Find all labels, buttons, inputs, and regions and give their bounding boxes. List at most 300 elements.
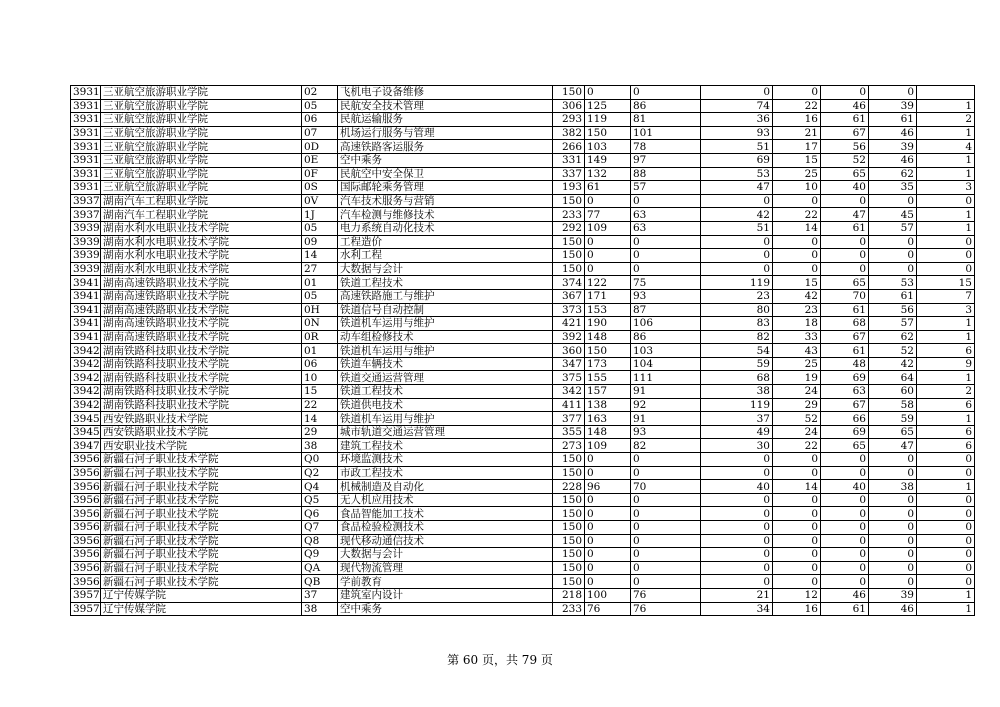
cell-major-code: 06 — [302, 113, 338, 127]
cell-school-name: 湖南铁路科技职业技术学院 — [101, 398, 302, 412]
cell-value-4: 59 — [701, 357, 773, 371]
table-row — [71, 575, 975, 589]
cell-value-5: 43 — [773, 344, 821, 358]
cell-value-2: 0 — [585, 86, 631, 100]
cell-value-2: 138 — [585, 398, 631, 412]
cell-value-8: 0 — [917, 534, 975, 548]
cell-value-2: 190 — [585, 317, 631, 331]
cell-school-code: 3956 — [71, 480, 101, 494]
cell-value-5: 24 — [773, 425, 821, 439]
cell-school-name: 湖南水利水电职业技术学院 — [101, 235, 302, 249]
table-row — [71, 439, 975, 453]
cell-major-name: 铁道车辆技术 — [338, 357, 553, 371]
table-row — [71, 548, 975, 562]
table-row — [71, 398, 975, 412]
cell-value-2: 0 — [585, 235, 631, 249]
cell-value-5: 0 — [773, 548, 821, 562]
cell-value-8: 0 — [917, 249, 975, 263]
table-row — [71, 208, 975, 222]
cell-value-2: 157 — [585, 385, 631, 399]
cell-value-5: 0 — [773, 561, 821, 575]
cell-value-8: 0 — [917, 194, 975, 208]
cell-value-2: 122 — [585, 276, 631, 290]
cell-value-2: 61 — [585, 181, 631, 195]
cell-major-code: 14 — [302, 249, 338, 263]
table-row — [71, 371, 975, 385]
cell-value-5: 0 — [773, 86, 821, 100]
cell-value-7: 0 — [869, 561, 917, 575]
cell-value-5: 0 — [773, 194, 821, 208]
table-row — [71, 262, 975, 276]
cell-value-8: 0 — [917, 521, 975, 535]
cell-value-3: 82 — [631, 439, 701, 453]
table-row — [71, 412, 975, 426]
table-row — [71, 344, 975, 358]
cell-value-6: 0 — [821, 548, 869, 562]
cell-value-1: 421 — [553, 317, 585, 331]
cell-school-code: 3941 — [71, 276, 101, 290]
cell-value-1: 233 — [553, 602, 585, 616]
cell-value-7: 57 — [869, 317, 917, 331]
cell-value-2: 149 — [585, 153, 631, 167]
table-row — [71, 588, 975, 602]
cell-value-3: 0 — [631, 262, 701, 276]
cell-major-name: 汽车检测与维修技术 — [338, 208, 553, 222]
cell-value-5: 0 — [773, 262, 821, 276]
cell-value-8: 6 — [917, 439, 975, 453]
cell-value-8: 7 — [917, 289, 975, 303]
cell-value-3: 63 — [631, 208, 701, 222]
table-row — [71, 86, 975, 100]
cell-major-code: 29 — [302, 425, 338, 439]
cell-school-name: 湖南铁路科技职业技术学院 — [101, 385, 302, 399]
table-body — [71, 86, 975, 616]
cell-school-name: 湖南高速铁路职业技术学院 — [101, 303, 302, 317]
cell-value-1: 228 — [553, 480, 585, 494]
cell-value-8: 1 — [917, 588, 975, 602]
cell-value-2: 103 — [585, 140, 631, 154]
cell-value-1: 355 — [553, 425, 585, 439]
cell-value-1: 367 — [553, 289, 585, 303]
cell-school-code: 3939 — [71, 249, 101, 263]
cell-value-8: 0 — [917, 262, 975, 276]
cell-value-1: 150 — [553, 235, 585, 249]
cell-value-7: 0 — [869, 262, 917, 276]
cell-value-2: 0 — [585, 194, 631, 208]
cell-value-1: 193 — [553, 181, 585, 195]
cell-school-name: 三亚航空旅游职业学院 — [101, 99, 302, 113]
cell-value-5: 52 — [773, 412, 821, 426]
cell-major-code: Q8 — [302, 534, 338, 548]
cell-school-code: 3939 — [71, 262, 101, 276]
cell-value-2: 77 — [585, 208, 631, 222]
cell-value-4: 83 — [701, 317, 773, 331]
cell-major-code: 0F — [302, 167, 338, 181]
cell-value-5: 0 — [773, 534, 821, 548]
cell-value-8: 0 — [917, 548, 975, 562]
table-row — [71, 480, 975, 494]
cell-major-name: 水利工程 — [338, 249, 553, 263]
cell-value-4: 119 — [701, 276, 773, 290]
cell-value-2: 0 — [585, 466, 631, 480]
cell-major-code: 05 — [302, 221, 338, 235]
cell-major-name: 工程造价 — [338, 235, 553, 249]
cell-major-name: 铁道供电技术 — [338, 398, 553, 412]
cell-value-5: 0 — [773, 575, 821, 589]
cell-school-name: 西安职业技术学院 — [101, 439, 302, 453]
cell-value-6: 69 — [821, 425, 869, 439]
cell-major-name: 民航空中安全保卫 — [338, 167, 553, 181]
cell-school-name: 三亚航空旅游职业学院 — [101, 153, 302, 167]
cell-major-code: 27 — [302, 262, 338, 276]
cell-value-8: 1 — [917, 208, 975, 222]
cell-school-name: 西安铁路职业技术学院 — [101, 425, 302, 439]
cell-value-4: 37 — [701, 412, 773, 426]
cell-value-7: 39 — [869, 140, 917, 154]
cell-value-5: 18 — [773, 317, 821, 331]
cell-school-name: 湖南铁路科技职业技术学院 — [101, 344, 302, 358]
table-row — [71, 466, 975, 480]
cell-school-code: 3942 — [71, 371, 101, 385]
cell-value-1: 331 — [553, 153, 585, 167]
cell-major-code: Q7 — [302, 521, 338, 535]
cell-value-1: 342 — [553, 385, 585, 399]
cell-school-code: 3956 — [71, 493, 101, 507]
cell-value-5: 24 — [773, 385, 821, 399]
cell-value-8: 1 — [917, 317, 975, 331]
table-row — [71, 357, 975, 371]
table-row — [71, 493, 975, 507]
cell-major-name: 机场运行服务与管理 — [338, 126, 553, 140]
cell-value-5: 16 — [773, 602, 821, 616]
cell-value-3: 0 — [631, 194, 701, 208]
cell-value-4: 0 — [701, 548, 773, 562]
cell-value-4: 68 — [701, 371, 773, 385]
table-row — [71, 303, 975, 317]
cell-major-code: 01 — [302, 276, 338, 290]
cell-major-name: 市政工程技术 — [338, 466, 553, 480]
cell-value-2: 155 — [585, 371, 631, 385]
cell-value-6: 47 — [821, 208, 869, 222]
cell-major-code: 0H — [302, 303, 338, 317]
cell-major-code: 05 — [302, 289, 338, 303]
cell-value-4: 0 — [701, 194, 773, 208]
cell-school-name: 湖南铁路科技职业技术学院 — [101, 357, 302, 371]
cell-value-1: 150 — [553, 86, 585, 100]
cell-major-name: 机械制造及自动化 — [338, 480, 553, 494]
cell-major-code: Q9 — [302, 548, 338, 562]
cell-value-8: 6 — [917, 344, 975, 358]
cell-value-4: 38 — [701, 385, 773, 399]
cell-major-name: 国际邮轮乘务管理 — [338, 181, 553, 195]
cell-value-7: 60 — [869, 385, 917, 399]
cell-major-code: 01 — [302, 344, 338, 358]
cell-major-name: 学前教育 — [338, 575, 553, 589]
cell-value-5: 0 — [773, 249, 821, 263]
cell-school-code: 3956 — [71, 548, 101, 562]
cell-value-7: 46 — [869, 602, 917, 616]
table-row — [71, 534, 975, 548]
cell-school-code: 3956 — [71, 507, 101, 521]
cell-value-6: 40 — [821, 480, 869, 494]
cell-value-2: 125 — [585, 99, 631, 113]
cell-value-3: 103 — [631, 344, 701, 358]
cell-major-name: 铁道机车运用与维护 — [338, 317, 553, 331]
cell-value-4: 0 — [701, 249, 773, 263]
cell-value-3: 86 — [631, 330, 701, 344]
cell-value-4: 0 — [701, 507, 773, 521]
cell-school-code: 3956 — [71, 534, 101, 548]
cell-school-name: 湖南高速铁路职业技术学院 — [101, 289, 302, 303]
cell-value-4: 0 — [701, 86, 773, 100]
cell-school-code: 3941 — [71, 303, 101, 317]
cell-value-1: 392 — [553, 330, 585, 344]
cell-value-1: 374 — [553, 276, 585, 290]
cell-major-code: Q2 — [302, 466, 338, 480]
cell-value-3: 86 — [631, 99, 701, 113]
cell-school-name: 三亚航空旅游职业学院 — [101, 181, 302, 195]
table-row — [71, 126, 975, 140]
cell-value-8: 0 — [917, 561, 975, 575]
cell-value-1: 150 — [553, 507, 585, 521]
cell-value-4: 30 — [701, 439, 773, 453]
cell-value-2: 132 — [585, 167, 631, 181]
cell-value-8: 15 — [917, 276, 975, 290]
cell-value-6: 56 — [821, 140, 869, 154]
cell-value-3: 0 — [631, 575, 701, 589]
cell-value-1: 360 — [553, 344, 585, 358]
cell-major-name: 动车组检修技术 — [338, 330, 553, 344]
cell-major-code: QA — [302, 561, 338, 575]
cell-value-6: 0 — [821, 534, 869, 548]
cell-value-7: 0 — [869, 534, 917, 548]
cell-school-code: 3957 — [71, 588, 101, 602]
cell-major-name: 铁道信号自动控制 — [338, 303, 553, 317]
cell-major-name: 空中乘务 — [338, 602, 553, 616]
cell-value-8: 0 — [917, 235, 975, 249]
cell-value-1: 293 — [553, 113, 585, 127]
cell-value-3: 76 — [631, 602, 701, 616]
cell-major-code: 22 — [302, 398, 338, 412]
cell-value-4: 42 — [701, 208, 773, 222]
cell-value-7: 0 — [869, 466, 917, 480]
cell-value-4: 34 — [701, 602, 773, 616]
cell-major-code: 06 — [302, 357, 338, 371]
cell-value-3: 0 — [631, 453, 701, 467]
cell-value-7: 62 — [869, 167, 917, 181]
cell-value-4: 0 — [701, 453, 773, 467]
cell-major-code: 02 — [302, 86, 338, 100]
cell-value-6: 0 — [821, 453, 869, 467]
cell-value-6: 0 — [821, 466, 869, 480]
cell-value-1: 337 — [553, 167, 585, 181]
cell-value-7: 65 — [869, 425, 917, 439]
cell-major-name: 空中乘务 — [338, 153, 553, 167]
cell-value-6: 0 — [821, 262, 869, 276]
cell-value-6: 61 — [821, 344, 869, 358]
cell-value-1: 150 — [553, 575, 585, 589]
cell-school-code: 3945 — [71, 425, 101, 439]
cell-school-code: 3931 — [71, 126, 101, 140]
cell-school-code: 3941 — [71, 330, 101, 344]
cell-value-5: 0 — [773, 521, 821, 535]
cell-value-5: 0 — [773, 453, 821, 467]
cell-major-code: 0D — [302, 140, 338, 154]
cell-school-code: 3941 — [71, 317, 101, 331]
cell-value-3: 57 — [631, 181, 701, 195]
cell-school-code: 3931 — [71, 140, 101, 154]
cell-major-code: 38 — [302, 439, 338, 453]
cell-value-4: 0 — [701, 561, 773, 575]
cell-major-code: 15 — [302, 385, 338, 399]
table-row — [71, 235, 975, 249]
cell-value-6: 0 — [821, 575, 869, 589]
cell-value-6: 46 — [821, 588, 869, 602]
cell-major-code: Q4 — [302, 480, 338, 494]
cell-school-name: 辽宁传媒学院 — [101, 602, 302, 616]
cell-value-3: 0 — [631, 235, 701, 249]
cell-school-name: 新疆石河子职业技术学院 — [101, 507, 302, 521]
cell-value-5: 22 — [773, 439, 821, 453]
cell-value-1: 233 — [553, 208, 585, 222]
cell-value-3: 91 — [631, 385, 701, 399]
table-row — [71, 221, 975, 235]
cell-school-name: 新疆石河子职业技术学院 — [101, 548, 302, 562]
cell-value-1: 150 — [553, 521, 585, 535]
cell-value-6: 61 — [821, 113, 869, 127]
cell-value-2: 0 — [585, 249, 631, 263]
cell-school-code: 3956 — [71, 466, 101, 480]
cell-value-1: 150 — [553, 466, 585, 480]
cell-value-3: 97 — [631, 153, 701, 167]
cell-value-4: 74 — [701, 99, 773, 113]
cell-value-3: 70 — [631, 480, 701, 494]
cell-value-5: 10 — [773, 181, 821, 195]
cell-value-7: 0 — [869, 493, 917, 507]
table-row — [71, 507, 975, 521]
cell-value-5: 22 — [773, 208, 821, 222]
cell-school-name: 新疆石河子职业技术学院 — [101, 534, 302, 548]
cell-value-7: 0 — [869, 86, 917, 100]
cell-value-3: 87 — [631, 303, 701, 317]
cell-school-name: 湖南高速铁路职业技术学院 — [101, 276, 302, 290]
table-row — [71, 453, 975, 467]
cell-value-8: 0 — [917, 493, 975, 507]
cell-value-2: 109 — [585, 221, 631, 235]
cell-major-code: Q6 — [302, 507, 338, 521]
cell-value-8: 1 — [917, 330, 975, 344]
cell-value-3: 91 — [631, 412, 701, 426]
cell-value-1: 150 — [553, 493, 585, 507]
cell-school-code: 3941 — [71, 289, 101, 303]
cell-value-6: 0 — [821, 235, 869, 249]
cell-value-4: 69 — [701, 153, 773, 167]
cell-major-code: 0V — [302, 194, 338, 208]
cell-value-2: 0 — [585, 493, 631, 507]
cell-value-3: 93 — [631, 425, 701, 439]
cell-value-2: 150 — [585, 126, 631, 140]
cell-value-8: 0 — [917, 575, 975, 589]
cell-value-5: 42 — [773, 289, 821, 303]
cell-value-5: 23 — [773, 303, 821, 317]
cell-value-4: 93 — [701, 126, 773, 140]
cell-value-1: 150 — [553, 561, 585, 575]
cell-major-code: 0E — [302, 153, 338, 167]
cell-value-7: 38 — [869, 480, 917, 494]
admission-data-table — [70, 85, 975, 616]
cell-value-7: 39 — [869, 99, 917, 113]
cell-value-4: 40 — [701, 480, 773, 494]
cell-value-5: 21 — [773, 126, 821, 140]
cell-value-7: 52 — [869, 344, 917, 358]
cell-value-4: 0 — [701, 575, 773, 589]
cell-major-code: 05 — [302, 99, 338, 113]
table-row — [71, 521, 975, 535]
cell-value-3: 104 — [631, 357, 701, 371]
cell-major-name: 建筑工程技术 — [338, 439, 553, 453]
cell-value-6: 66 — [821, 412, 869, 426]
cell-value-8 — [917, 86, 975, 100]
cell-major-name: 铁道交通运营管理 — [338, 371, 553, 385]
cell-value-1: 347 — [553, 357, 585, 371]
cell-value-6: 65 — [821, 439, 869, 453]
cell-value-6: 67 — [821, 126, 869, 140]
cell-school-code: 3945 — [71, 412, 101, 426]
cell-value-1: 150 — [553, 534, 585, 548]
cell-value-4: 36 — [701, 113, 773, 127]
cell-value-7: 0 — [869, 507, 917, 521]
cell-major-code: 37 — [302, 588, 338, 602]
cell-school-code: 3942 — [71, 357, 101, 371]
cell-value-2: 171 — [585, 289, 631, 303]
cell-value-4: 119 — [701, 398, 773, 412]
cell-value-7: 39 — [869, 588, 917, 602]
cell-value-5: 0 — [773, 235, 821, 249]
cell-major-name: 飞机电子设备维修 — [338, 86, 553, 100]
table-row — [71, 602, 975, 616]
cell-value-3: 0 — [631, 521, 701, 535]
cell-value-2: 100 — [585, 588, 631, 602]
cell-value-7: 0 — [869, 235, 917, 249]
cell-value-3: 75 — [631, 276, 701, 290]
cell-major-name: 电力系统自动化技术 — [338, 221, 553, 235]
cell-value-7: 53 — [869, 276, 917, 290]
cell-school-code: 3931 — [71, 181, 101, 195]
cell-value-6: 0 — [821, 561, 869, 575]
cell-major-code: 38 — [302, 602, 338, 616]
cell-value-5: 33 — [773, 330, 821, 344]
cell-value-5: 0 — [773, 493, 821, 507]
cell-value-6: 63 — [821, 385, 869, 399]
cell-value-3: 0 — [631, 561, 701, 575]
cell-value-6: 0 — [821, 194, 869, 208]
cell-school-name: 三亚航空旅游职业学院 — [101, 167, 302, 181]
cell-school-name: 新疆石河子职业技术学院 — [101, 521, 302, 535]
cell-value-8: 6 — [917, 425, 975, 439]
cell-major-name: 食品智能加工技术 — [338, 507, 553, 521]
cell-value-4: 47 — [701, 181, 773, 195]
table-row — [71, 194, 975, 208]
cell-school-code: 3956 — [71, 575, 101, 589]
cell-major-name: 环境监测技术 — [338, 453, 553, 467]
cell-value-5: 12 — [773, 588, 821, 602]
cell-value-8: 2 — [917, 385, 975, 399]
cell-value-5: 15 — [773, 153, 821, 167]
cell-value-5: 14 — [773, 221, 821, 235]
cell-value-7: 62 — [869, 330, 917, 344]
cell-value-8: 1 — [917, 371, 975, 385]
cell-value-8: 2 — [917, 113, 975, 127]
